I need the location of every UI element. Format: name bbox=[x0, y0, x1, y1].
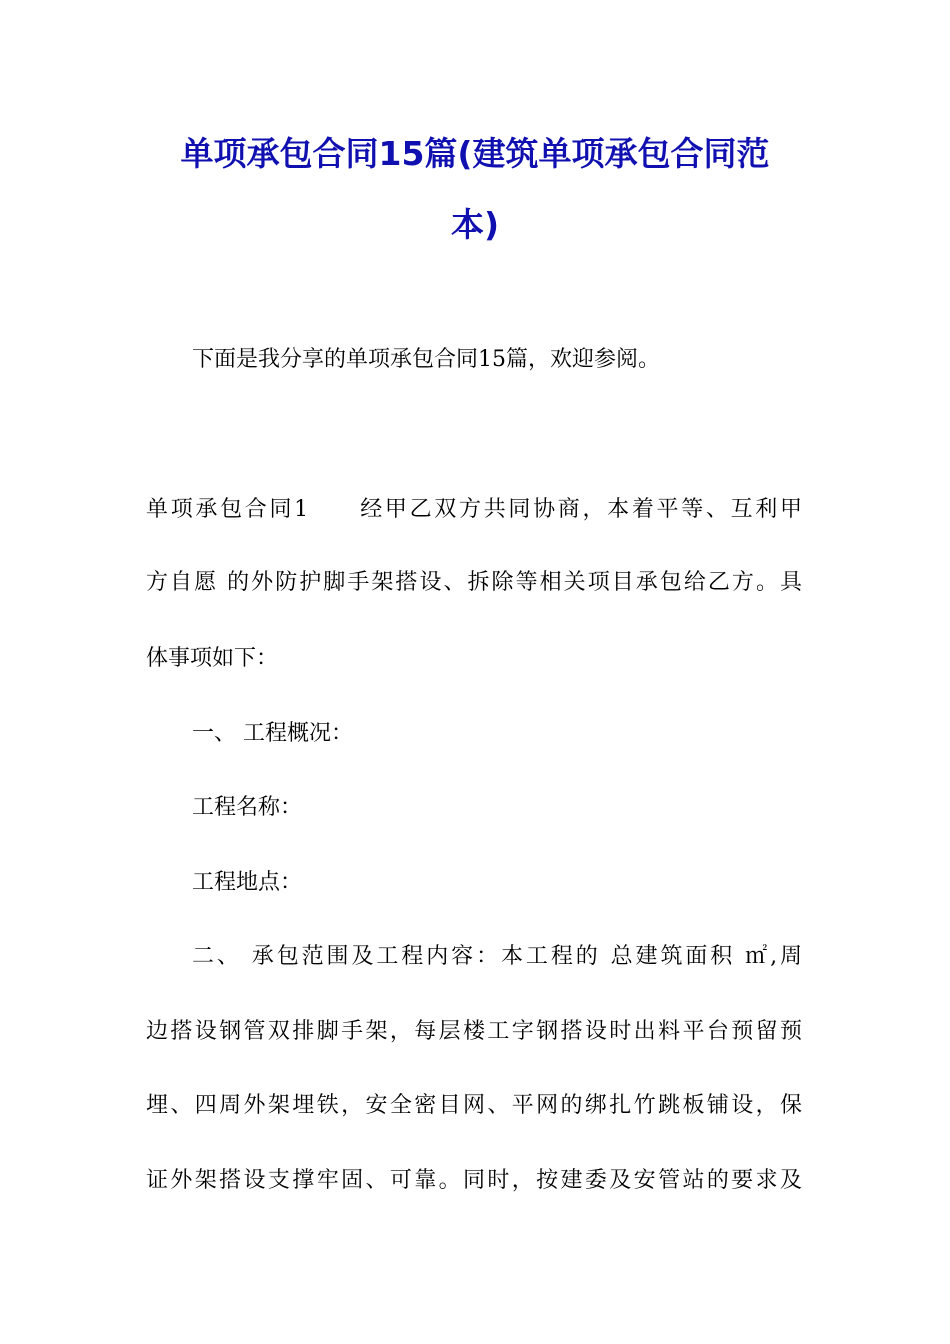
body-line: 工程地点： bbox=[192, 870, 303, 895]
document-title-line-1: 单项承包合同15篇(建筑单项承包合同范 bbox=[180, 134, 770, 173]
body-line: 工程名称： bbox=[192, 795, 303, 820]
section-heading: 二、 承包范围及工程内容：本工程的 总建筑面积 ㎡,周 bbox=[192, 944, 802, 969]
intro-paragraph: 下面是我分享的单项承包合同15篇，欢迎参阅。 bbox=[192, 347, 660, 372]
body-line: 方自愿 的外防护脚手架搭设、拆除等相关项目承包给乙方。具 bbox=[146, 570, 802, 595]
section-heading: 一、 工程概况： bbox=[192, 721, 353, 746]
body-line: 证外架搭设支撑牢固、可靠。同时，按建委及安管站的要求及 bbox=[146, 1168, 802, 1193]
body-line: 埋、四周外架埋铁，安全密目网、平网的绑扎竹跳板铺设，保 bbox=[146, 1093, 802, 1118]
body-line: 边搭设钢管双排脚手架，每层楼工字钢搭设时出料平台预留预 bbox=[146, 1019, 802, 1044]
body-line: 单项承包合同1 经甲乙双方共同协商，本着平等、互利甲 bbox=[146, 497, 802, 522]
body-line: 体事项如下： bbox=[146, 646, 279, 671]
document-title-line-2: 本) bbox=[450, 205, 500, 244]
